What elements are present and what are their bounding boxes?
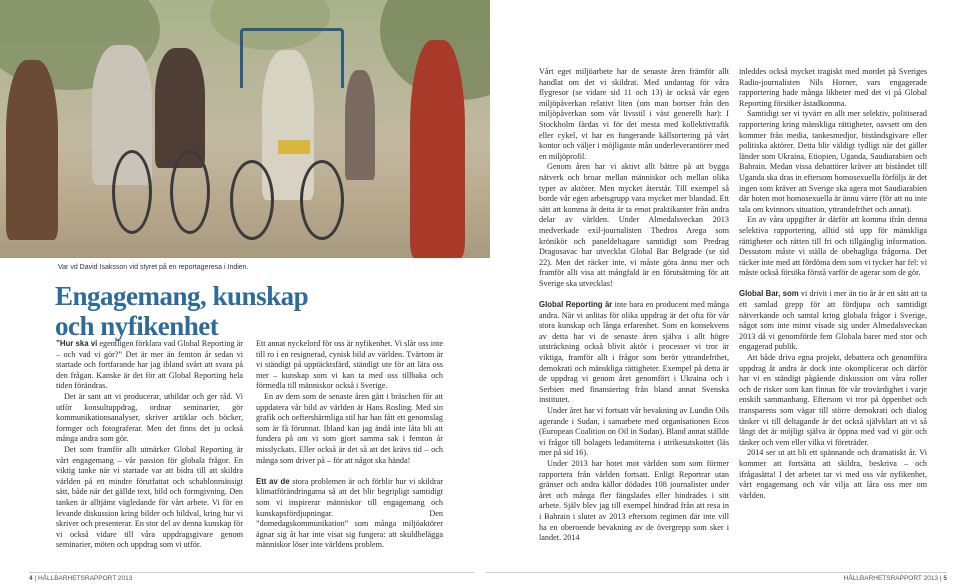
person-figure (6, 60, 58, 240)
page-footer (0, 572, 959, 586)
footer-right (844, 575, 947, 582)
text-column-1 (56, 339, 243, 551)
person-figure (345, 70, 375, 180)
footer-divider: | (34, 575, 38, 582)
rickshaw-wheel (112, 150, 152, 234)
footer-title-left: HÅLLBARHETSRAPPORT 2013 (37, 575, 133, 582)
cycle-rickshaw-frame (240, 28, 344, 88)
paragraph (539, 300, 729, 406)
page-number-left: 4 (29, 575, 33, 582)
paragraph (739, 289, 927, 353)
paragraph: En av dem som de senaste åren gått i bräschen för att uppdatera vår bild av världen är Hans Rosling. Med sin grafik och oeftershärmliga stil har han fått ett genomslag som är få förunnat. Ibland kan jag ändå inte låta bli att fundera på om vi som gjort samma sak i femton år misslyckats. Eller också är det så att det krävs tid – och många som driver på – för att något ska hända! (256, 391, 443, 465)
page-number-right: 5 (943, 575, 947, 582)
paragraph (256, 477, 443, 551)
text-column-3 (539, 67, 729, 544)
footer-divider: | (939, 575, 944, 582)
paragraph-lead: Global Reporting är (539, 300, 613, 310)
paragraph: Under året har vi fortsatt vår bevakning av Lundin Oils agerande i Sudan, i samarbete med organisationen Ecos (European Coalition on Oil in Sudan). Bland annat ställde vi frågor till bolagets ledamöterna i utrikesutskottet (läs mer på sid 16). (539, 406, 729, 458)
paragraph-text: vi drivit i mer än tio år är ett sätt att ta ett samlad grepp för att fördjupa och samtidigt nätverkande och samtal kring globala frågor i Sverige, något som inte minst visade sig under Almedalsveckan 2013 då vi genomförde fem Globala barer med stor och engagerad publik. (739, 289, 927, 352)
article-headline (55, 281, 355, 341)
paragraph: Det som framför allt utmärker Global Reporting är vårt engagemang – vår passion för globala frågor. En viktig tanke när vi startade var att bidra till att skildra världen på ett mindre förutfattat och schablonmässigt sätt, både när det gällde text, bild och formgivning. Den tanken är alltjämt vägledande för vårt arbete. Vi för en levande diskussion kring bilder och bildval, kring hur vi skriver och presenterar. En stor del av denna kunskap för vi också vidare till våra uppdragsgivare genom seminarier, möten och uppdrag som vi utför. (56, 444, 243, 550)
footer-title-right: HÅLLBARHETSRAPPORT 2013 (843, 575, 939, 582)
footer-rule-right (486, 572, 947, 573)
person-figure (410, 40, 465, 258)
rickshaw-wheel (230, 160, 274, 240)
rickshaw-seat (278, 140, 310, 154)
text-column-4 (739, 67, 927, 501)
paragraph-lead: Ett av de (256, 476, 290, 486)
paragraph-lead: ”Hur ska vi (56, 339, 98, 348)
headline-line-2: och nyfikenhet (55, 311, 219, 341)
paragraph: Det är sant att vi producerar, utbildar och ger råd. Vi utför konsultuppdrag, ordnar seminarier, gör kommunikationsanalyser, skriver artiklar och böcker, formger och fotograferar. Men det finns det ju också många andra som gör. (56, 391, 243, 444)
footer-left (29, 575, 132, 582)
paragraph: 2014 ser ut att bli ett spännande och dramatiskt år. Vi kommer att fortsätta att skildra, beskriva – och ifrågasätta! I det arbetet tar vi med oss vår nyfikenhet, vårt engagemang och vår vilja att låra oss mer om världen. (739, 448, 927, 500)
photo-caption: Var vd David Isaksson vid styret på en reportageresa i Indien. (58, 264, 249, 271)
paragraph: Att både driva egna projekt, debattera och genomföra uppdrag åt andra är dock inte okomplicerat och därför har vi en ständigt pågående diskussion om våra roller och de risker som kan finnas för vår trovärdighet i varje enskilt sammanhang. Eftersom vi tror på öppenhet och transparens som vägar till större demokrati och dialog tänker vi till deltagande är det också självklart att vi så långt det är möjligt själva är öppna med vad vi gör och tänker och vem eller vilka vi företräder. (739, 353, 927, 447)
paragraph: Vårt eget miljöarbete har de senaste åren främför allt handlat om det vi skildrat. Med undantag för våra flygresor (se vidare sid 11 och 13) är också vår egen miljöpåverkan relativt liten (om man bortser från den miljöpåverkan som vår livsstil i väst generellt har): I Stockholm färdas vi för det mesta med kollektivtrafik eller cykel, vi har en fungerande källsortering på vårt kontor och väljer i möjligaste mån underleverantörer med en miljöprofil. (539, 67, 729, 161)
paragraph: Ett annat nyckelord för oss är nyfikenhet. Vi slår oss inte till ro i en resignerad, cynisk bild av världen. Tvärtom är vi ständigt på upptäcktsfärd, ständigt ute för att lära oss mer – kunskap som vi kan ta med oss tillbaka och förmedla till människor också i Sverige. (256, 339, 443, 391)
rickshaw-wheel (170, 150, 210, 234)
paragraph: Samtidigt ser vi tyvärr en allt mer selektiv, politiserad rapportering kring mänskliga rättigheter, oavsett om den kommer från media, tankesmedjor, biståndsgivare eller politiska aktörer. Detta blir väldigt tydligt när det gäller länder som Ukraina, Etiopien, Uganda, Saudiarabien och Bahrain. Medan vissa debattörer kräver att biståndet till Uganda ska dras in eftersom homosexuella förföljs är det ingen som kräver att Sverige ska agera mot Saudiarabien där hoten mot homosexuella är ännu värre (för att nu inte tala om kvinnors situation, yttrandefrihet och annat). (739, 109, 927, 214)
paragraph-text: egentligen förklara vad Global Reporting är – och vad vi gör?” Det är mer än femton år sedan vi startade och fortfarande har jag ibland svårt att svara på den frågan. Kanske är det för att Global Reporting hela tiden förändras. (56, 339, 243, 391)
headline-line-1: Engagemang, kunskap (55, 281, 309, 311)
paragraph-lead: Global Bar, som (739, 289, 799, 299)
paragraph-text: stora problemen är och förblir hur vi skildrar klimatförändringarna så att det blir begripligt samtidigt som vi inspirerar människor till engagemang och kunskapsfördjupningar. Den ”domedagskommunikation” som många miljöaktörer ägnar sig åt har inte visat sig fungera: att skuldbelägga människor löser inte världens problem. (256, 476, 444, 550)
paragraph: En av våra uppgifter är därför att komma ifrån denna selektiva rapportering, alltid stå upp för mänskliga rättigheter och rätten till fri och tillgänglig information. Dessutom måste vi ställa de obehagliga frågorna. Det räcker inte med att fördöma dem som vi tycker har fel: vi måste också försöka förstå varför de agerar som de gör. (739, 215, 927, 278)
text-column-2 (256, 339, 443, 551)
paragraph: Under 2013 har hotet mot världen som som förmer rapportera från världen fortsatt. Enligt Reportrar utan gränser och andra källor dödades 108 journalister under året och många fler fängslades eller hindrades i sitt arbete. Själv blev jag till exempel hindrad från att resa in i Bahrain i slutet av 2013 eftersom regimen där inte vill ha en oberoende bevakning av de övergrepp som sker i landet. 2014 (539, 458, 729, 543)
paragraph-text: inte bara en producent med många andra. När vi anlitas för olika uppdrag är det ofta för vår stora kunskap och långa erfarenhet. Som en konsekvens av detta har vi de senaste åren själva i allt högre utsträckning också blivit aktör i processer vi tror är viktiga, framför allt i frågor som berör yttrandefrihet, demokrati och mänskliga rättigheter. Exempel på detta är de uppdrag vi genom året genomfört i Ukraina och i Serbien med finansiering från bland annat Svenska institutet. (539, 300, 729, 405)
paragraph: inleddes också mycket tragiskt med mordet på Sveriges Radio-journalisten Nils Horner, vars engagerade rapportering hade många likheter med det vi på Global Reporting försöker åstadkomma. (739, 67, 927, 108)
paragraph: Genom åren har vi aktivt allt bättre på att bygga nätverk och broar mellan människor och mellan olika typer av aktörer. Men mycket återstår. Till exempel så borde vår egen arbetsgrupp vara mycket mer blandad. Ett sätt att komma åt detta är ta emot praktikanter från andra delar av världen. Under Almedalsveckan 2013 medverkade exil-journalisten Thedros Arega som krönikör och paneldeltagare samtidigt som Predrag Dragosavac har utvecklat Global Bar Belgrade (se sid 22). Men det räcker inte, vi måste göra ännu mer och framför allt visa att mångfald är en förutsättning för att Sverige ska utvecklas! (539, 162, 729, 288)
person-figure (155, 48, 205, 168)
paragraph (56, 339, 243, 392)
cover-photo (0, 0, 490, 258)
footer-rule-left (29, 572, 474, 573)
rickshaw-wheel (300, 160, 344, 240)
